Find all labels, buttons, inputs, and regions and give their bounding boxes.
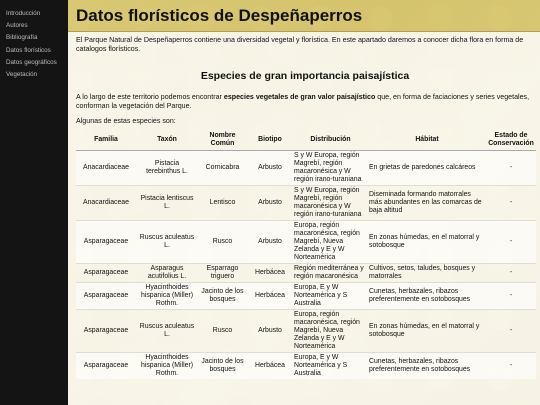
cell-taxon: Asparagus acutifolius L. [136, 264, 198, 283]
cell-biotipo: Arbusto [247, 186, 293, 221]
cell-estado: - [486, 186, 536, 221]
table-row [76, 151, 536, 186]
cell-estado: - [486, 310, 536, 353]
cell-estado: - [486, 353, 536, 380]
lead-text-end: que, en forma de faciaciones y series vegetales, conforman la vegetación del Parque. [76, 93, 530, 110]
cell-familia: Asparagaceae [76, 310, 136, 353]
column-header-nombre-comun: Nombre Común [198, 130, 247, 151]
sidebar-item-autores[interactable]: Autores [6, 22, 28, 30]
main-content [68, 0, 540, 405]
cell-biotipo: Arbusto [247, 221, 293, 264]
table-row [76, 264, 536, 283]
table-header-row [76, 130, 536, 151]
lead-text-start: A lo largo de este territorio podemos encontrar [76, 93, 224, 101]
sidebar-item-bibliografia[interactable]: Bibliografía [6, 34, 38, 42]
lead-paragraph [76, 93, 534, 111]
cell-taxon: Hyacinthoides hispanica (Miller) Rothm. [136, 353, 198, 380]
sidebar-item-introduccion[interactable]: Introducción [6, 10, 41, 17]
cell-estado: - [486, 221, 536, 264]
cell-taxon: Pistacia lentiscus L. [136, 186, 198, 221]
cell-habitat: Diseminada formando matorrales más abundantes en las comarcas de baja altitud [368, 186, 486, 221]
cell-taxon: Ruscus aculeatus L. [136, 310, 198, 353]
cell-biotipo: Herbácea [247, 283, 293, 310]
cell-habitat: Cunetas, herbazales, ribazos preferentemente en sotobosques [368, 353, 486, 380]
sidebar-nav [0, 0, 68, 405]
cell-estado: - [486, 283, 536, 310]
column-header-taxon: Taxón [136, 130, 198, 151]
intro-paragraph: El Parque Natural de Despeñaperros contiene una diversidad vegetal y florística. En este apartado daremos a conocer dicha flora en forma de catalogos florísticos. [76, 36, 524, 53]
column-header-distribucion: Distribución [293, 130, 368, 151]
table-row [76, 310, 536, 353]
cell-nombre-comun: Jacinto de los bosques [198, 353, 247, 380]
cell-nombre-comun: Rusco [198, 310, 247, 353]
cell-biotipo: Herbácea [247, 264, 293, 283]
species-intro: Algunas de estas especies son: [76, 117, 176, 125]
table-row [76, 221, 536, 264]
cell-nombre-comun: Lentisco [198, 186, 247, 221]
section-title: Especies de gran importancia paisajística [200, 70, 410, 82]
sidebar-item-datos-floristicos[interactable]: Datos florísticos [6, 46, 51, 54]
cell-taxon: Hyacinthoides hispanica (Miller) Rothm. [136, 283, 198, 310]
cell-taxon: Pistacia terebinthus L. [136, 151, 198, 186]
sidebar-item-vegetacion[interactable]: Vegetación [6, 71, 38, 79]
cell-familia: Anacardiaceae [76, 186, 136, 221]
cell-familia: Asparagaceae [76, 264, 136, 283]
cell-distribucion: Europa, región macaronésica, región Magrebí, Nueva Zelanda y E y W Norteamérica [293, 221, 368, 264]
cell-distribucion: S y W Europa, región Magrebí, región macaronésica y W región irano-turaniana [293, 151, 368, 186]
sidebar-item-datos-geograficos[interactable]: Datos geográficos [6, 58, 57, 66]
lead-text-bold: especies vegetales de gran valor paisajístico [223, 93, 376, 101]
column-header-biotipo: Biotipo [247, 130, 293, 151]
cell-habitat: En zonas húmedas, en el matorral y sotobosque [368, 221, 486, 264]
cell-distribucion: Región mediterránea y región macaronésica [293, 264, 368, 283]
content-panel [68, 32, 540, 405]
table-row [76, 186, 536, 221]
cell-familia: Asparagaceae [76, 221, 136, 264]
cell-biotipo: Herbácea [247, 353, 293, 380]
column-header-estado: Estado de Conservación [486, 130, 536, 151]
cell-nombre-comun: Cornicabra [198, 151, 247, 186]
page-title: Datos florísticos de Despeñaperros [76, 6, 363, 25]
cell-habitat: Cunetas, herbazales, ribazos preferentemente en sotobosques [368, 283, 486, 310]
cell-distribucion: S y W Europa, región Magrebí, región macaronésica y W región irano-turaniana [293, 186, 368, 221]
cell-estado: - [486, 264, 536, 283]
column-header-habitat: Hábitat [368, 130, 486, 151]
table-row [76, 353, 536, 380]
cell-habitat: En grietas de paredones calcáreos [368, 151, 486, 186]
table-row [76, 283, 536, 310]
cell-familia: Asparagaceae [76, 353, 136, 380]
page-header [68, 0, 540, 32]
table-body [76, 151, 536, 380]
cell-nombre-comun: Esparrago triguero [198, 264, 247, 283]
cell-estado: - [486, 151, 536, 186]
cell-familia: Asparagaceae [76, 283, 136, 310]
cell-habitat: En zonas húmedas, en el matorral y sotobosque [368, 310, 486, 353]
cell-familia: Anacardiaceae [76, 151, 136, 186]
cell-nombre-comun: Jacinto de los bosques [198, 283, 247, 310]
cell-biotipo: Arbusto [247, 151, 293, 186]
cell-distribucion: Europa, región macaronésica, región Magrebí, Nueva Zelanda y E y W Norteamérica [293, 310, 368, 353]
cell-distribucion: Europa, E y W Norteamérica y S Australia [293, 353, 368, 380]
cell-nombre-comun: Rusco [198, 221, 247, 264]
cell-biotipo: Arbusto [247, 310, 293, 353]
column-header-familia: Familia [76, 130, 136, 151]
species-table [76, 130, 536, 379]
cell-distribucion: Europa, E y W Norteamérica y S Australia [293, 283, 368, 310]
cell-taxon: Ruscus aculeatus L. [136, 221, 198, 264]
cell-habitat: Cultivos, setos, taludes, bosques y matorrales [368, 264, 486, 283]
